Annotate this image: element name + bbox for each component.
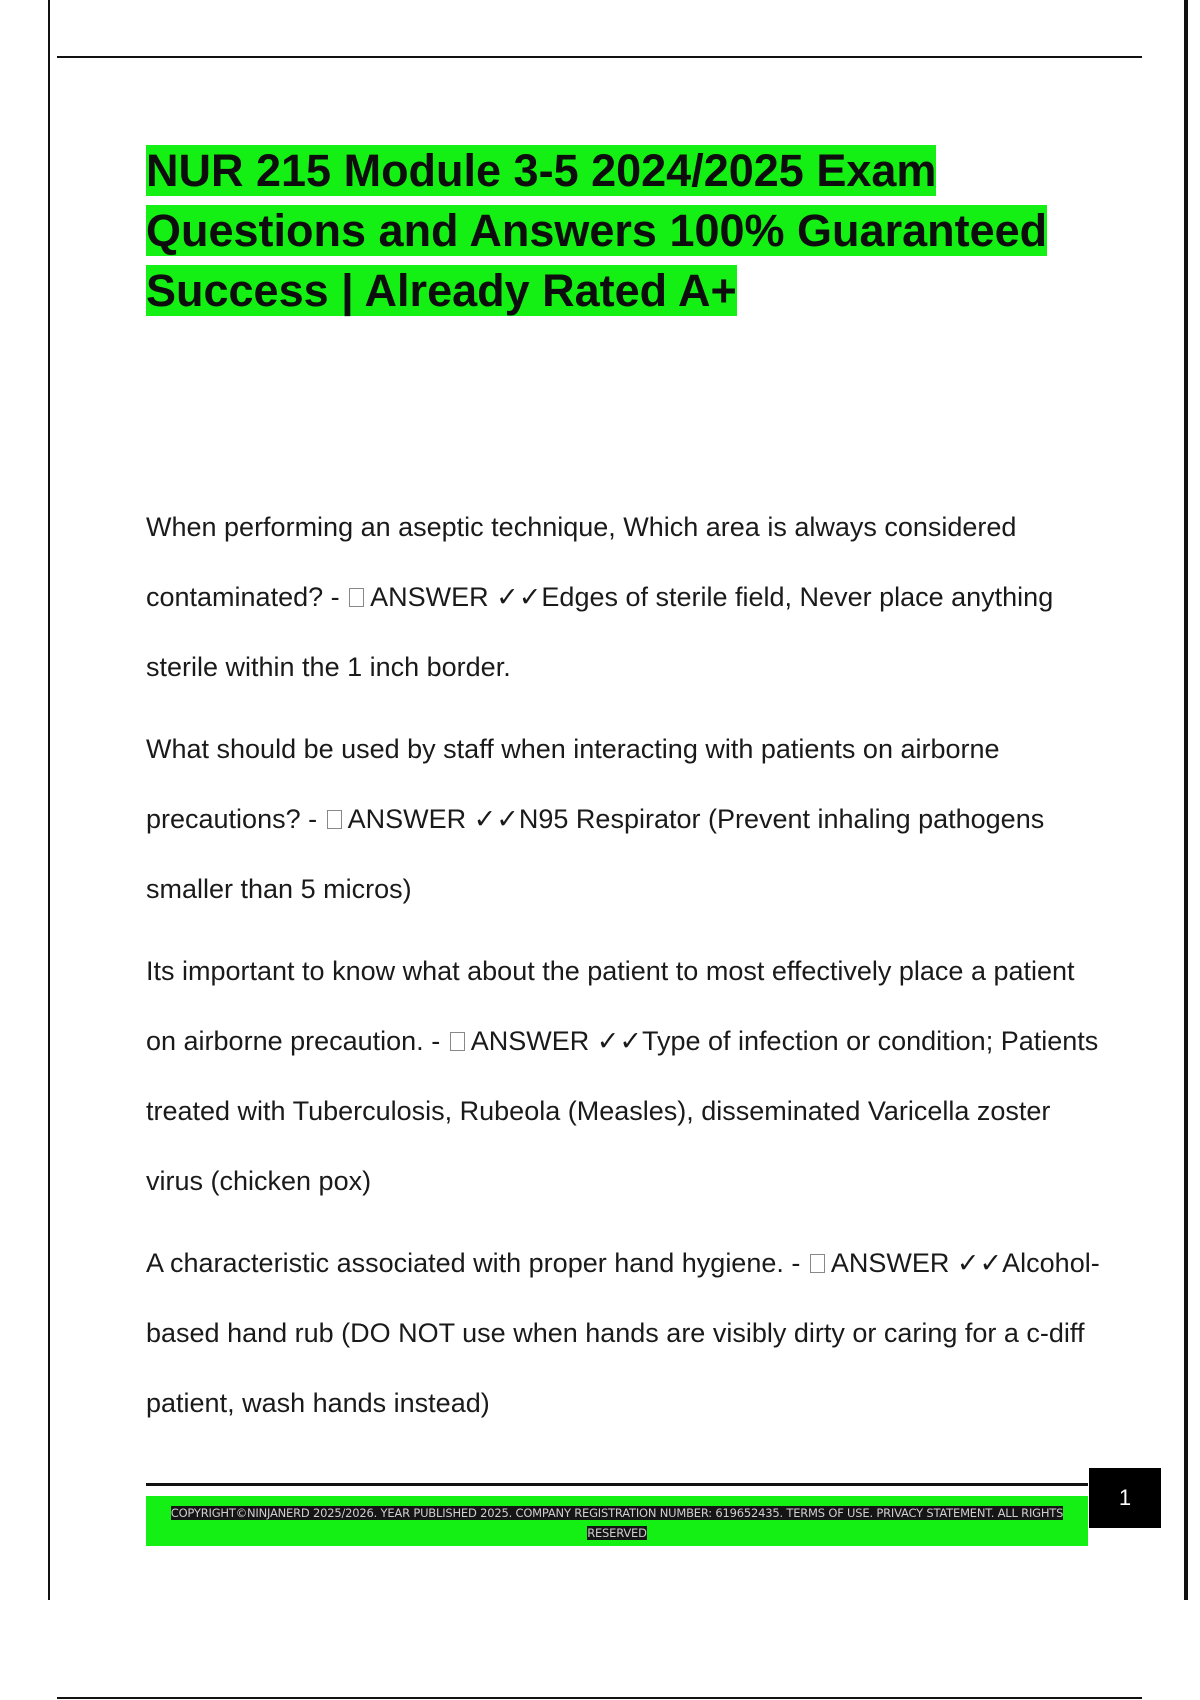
qa-item [146, 714, 1106, 924]
page-border-left [48, 0, 50, 1600]
checkbox-glyph-icon [327, 810, 342, 829]
answer-label: ANSWER [830, 1248, 950, 1278]
answer-text: ✓✓Edges of sterile field, Never place anything sterile within the 1 inch border. [146, 582, 1054, 682]
page-border-right [1184, 0, 1188, 1600]
qa-list [146, 492, 1106, 1450]
question-text: What should be used by staff when interacting with patients on airborne precautions? - [146, 734, 1000, 834]
question-text: When performing an aseptic technique, Which area is always considered contaminated? - [146, 512, 1017, 612]
header-rule [57, 56, 1142, 58]
answer-label: ANSWER [347, 804, 467, 834]
checkbox-glyph-icon [450, 1032, 465, 1051]
answer-label: ANSWER [470, 1026, 590, 1056]
qa-item [146, 936, 1106, 1216]
answer-label: ANSWER [370, 582, 489, 612]
checkbox-glyph-icon [810, 1254, 825, 1273]
checkbox-glyph-icon [349, 588, 364, 607]
document-title [146, 141, 1106, 321]
page-number: 1 [1089, 1468, 1161, 1528]
next-page-rule [57, 1697, 1142, 1699]
copyright-notice [167, 1503, 1067, 1543]
answer-text: ✓✓Type of infection or condition; Patients treated with Tuberculosis, Rubeola (Measles), disseminated Varicella zoster virus (chicken pox) [146, 1026, 1099, 1196]
answer-text: ✓✓N95 Respirator (Prevent inhaling pathogens smaller than 5 micros) [146, 804, 1045, 904]
qa-item [146, 492, 1106, 702]
footer-band [146, 1496, 1088, 1546]
copyright-text: COPYRIGHT©NINJANERD 2025/2026. YEAR PUBLISHED 2025. COMPANY REGISTRATION NUMBER: 619652435. TERMS OF USE. PRIVACY STATEMENT. ALL RIGHTS RESERVED [170, 1506, 1064, 1540]
answer-text: ✓✓Alcohol-based hand rub (DO NOT use when hands are visibly dirty or caring for a c-diff patient, wash hands instead) [146, 1248, 1100, 1418]
question-text: Its important to know what about the patient to most effectively place a patient on airborne precaution. - [146, 956, 1075, 1056]
question-text: A characteristic associated with proper hand hygiene. - [146, 1248, 801, 1278]
footer-rule [146, 1483, 1088, 1486]
qa-item [146, 1228, 1106, 1438]
document-title-text: NUR 215 Module 3-5 2024/2025 Exam Questions and Answers 100% Guaranteed Success | Already Rated A+ [146, 145, 1048, 316]
